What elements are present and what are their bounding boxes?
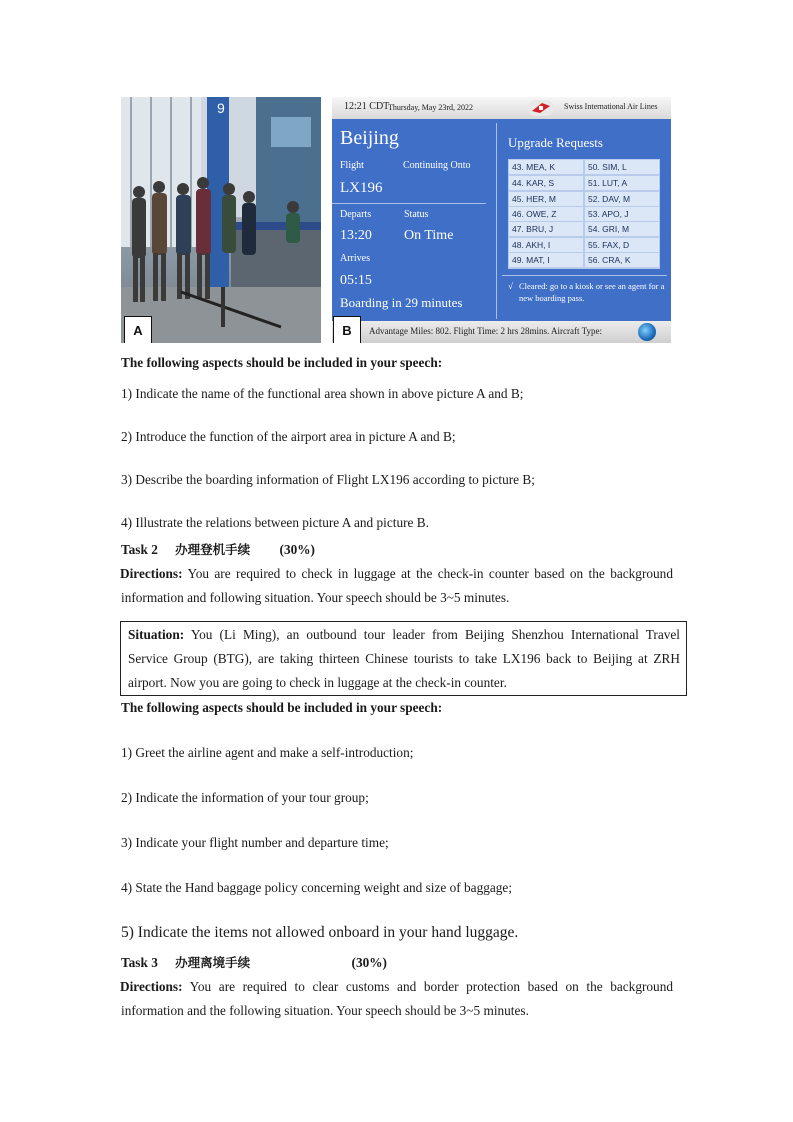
task2-label: Task 2 [121,542,158,557]
task2-item: 2) Indicate the information of your tour group; [121,790,369,805]
task2-aspects-heading: The following aspects should be included in your speech: [121,700,443,715]
task2-directions-label: Directions: [120,566,183,581]
cleared-note-line1: Cleared: go to a kiosk or see an agent for a [519,281,665,291]
board-header [332,97,671,119]
picture-b-label: B [333,316,361,343]
task1-item: 3) Describe the boarding information of Flight LX196 according to picture B; [121,472,535,487]
upgrade-entry: 52. DAV, M [585,192,659,206]
board-time: 12:21 CDT [344,101,390,112]
task3-directions-line1 [120,979,673,995]
picture-a-label: A [124,316,152,343]
task3-directions-line2: information and the following situation. Your speech should be 3~5 minutes. [121,1003,529,1018]
task3-title-cn: 办理离境手续 [175,955,251,970]
board-column-divider [496,123,497,319]
flight-label: Flight [340,160,364,171]
continuing-label: Continuing Onto [403,160,471,171]
task2-item: 3) Indicate your flight number and departure time; [121,835,389,850]
task3-directions-label: Directions: [120,979,183,994]
upgrade-entry: 53. APO, J [585,207,659,221]
gate-number-sign: 9 [217,100,225,116]
upgrade-entry: 51. LUT, A [585,176,659,190]
upgrade-entry: 54. GRI, M [585,222,659,236]
picture-b-flight-board [332,97,671,343]
upgrade-entry: 47. BRU, J [509,222,583,236]
situation-box [120,621,687,696]
task1-item: 4) Illustrate the relations between picture A and picture B. [121,515,429,530]
task2-directions-line1 [120,566,673,582]
task2-directions-text: You are required to check in luggage at the check-in counter based on the background [187,566,673,581]
situation-line3: airport. Now you are going to check in luggage at the check-in counter. [128,675,507,690]
situation-label: Situation: [128,627,185,642]
upgrade-entry: 49. MAT, I [509,253,583,267]
cleared-check-icon: √ [508,281,513,291]
status-label: Status [404,209,429,220]
flight-number: LX196 [340,180,383,196]
globe-icon [638,323,656,341]
arrives-time: 05:15 [340,273,372,288]
upgrade-entry: 43. MEA, K [509,160,583,174]
board-footer-text: Advantage Miles: 802. Flight Time: 2 hrs 28mins. Aircraft Type: [369,326,602,336]
upgrade-entry: 45. HER, M [509,192,583,206]
arrives-label: Arrives [340,253,370,264]
task1-aspects-heading: The following aspects should be included in your speech: [121,355,443,370]
task2-item: 5) Indicate the items not allowed onboard in your hand luggage. [121,924,519,941]
situation-line2: Service Group (BTG), are taking thirteen Chinese tourists to take LX196 back to Beijing at ZRH [128,651,680,666]
task3-weight: (30%) [351,955,387,970]
upgrade-title: Upgrade Requests [508,135,603,150]
departs-time: 13:20 [340,228,372,243]
task3-heading [121,953,387,971]
upgrade-list [508,159,660,269]
upgrade-entry: 56. CRA, K [585,253,659,267]
task2-item: 4) State the Hand baggage policy concerning weight and size of baggage; [121,880,513,895]
upgrade-entry: 50. SIM, L [585,160,659,174]
picture-a-checkin-area [121,97,321,343]
situation-line1 [128,627,680,643]
departs-label: Departs [340,209,372,220]
upgrade-entry: 44. KAR, S [509,176,583,190]
flight-status: On Time [404,228,454,243]
task2-weight: (30%) [279,542,315,557]
task2-heading [121,540,315,558]
upgrade-entry: 48. AKH, I [509,238,583,252]
task3-directions-text: You are required to clear customs and border protection based on the background [189,979,673,994]
upgrade-divider [502,275,667,276]
airline-name: Swiss International Air Lines [564,102,658,111]
upgrade-entry: 55. FAX, D [585,238,659,252]
situation-text: You (Li Ming), an outbound tour leader from Beijing Shenzhou International Travel [190,627,680,642]
board-date: Thursday, May 23rd, 2022 [388,103,474,112]
checkin-photo [121,97,321,343]
task1-item: 2) Introduce the function of the airport area in picture A and B; [121,429,456,444]
cleared-note-line2: new boarding pass. [519,293,585,303]
board-footer [332,321,671,343]
boarding-countdown: Boarding in 29 minutes [340,295,463,310]
task3-label: Task 3 [121,955,158,970]
task2-directions-line2: information and following situation. Your speech should be 3~5 minutes. [121,590,510,605]
task1-item: 1) Indicate the name of the functional area shown in above picture A and B; [121,386,524,401]
task2-title-cn: 办理登机手续 [175,542,251,557]
upgrade-entry: 46. OWE, Z [509,207,583,221]
airline-logo-icon [528,100,554,116]
task2-item: 1) Greet the airline agent and make a self-introduction; [121,745,414,760]
board-divider [332,203,486,204]
destination-city: Beijing [340,127,399,149]
